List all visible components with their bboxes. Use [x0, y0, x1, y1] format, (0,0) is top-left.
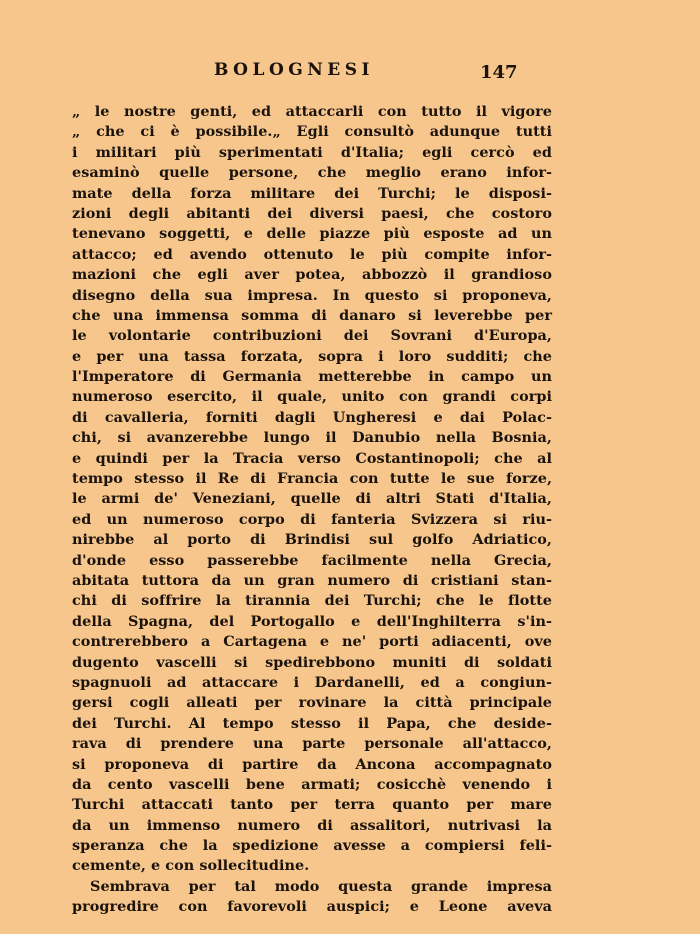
text-line: dei Turchi. Al tempo stesso il Papa, che deside- [72, 714, 552, 732]
text-line: nirebbe al porto di Brindisi sul golfo Adriatico, [72, 531, 552, 549]
text-line: le volontarie contribuzioni dei Sovrani d'Europa, [72, 327, 552, 345]
text-line: ed un numeroso corpo di fanteria Svizzera si riu- [72, 510, 552, 528]
running-head [0, 60, 700, 88]
text-line: tenevano soggetti, e delle piazze più esposte ad un [72, 225, 552, 243]
text-line: numeroso esercito, il quale, unito con grandi corpi [72, 388, 552, 406]
text-line: della Spagna, del Portogallo e dell'Inghilterra s'in- [72, 612, 552, 630]
text-line: le armi de' Veneziani, quelle di altri Stati d'Italia, [72, 490, 552, 508]
text-line: da un immenso numero di assalitori, nutrivasi la [72, 816, 552, 834]
body-text [72, 102, 552, 918]
text-line: contrerebbero a Cartagena e ne' porti adiacenti, ove [72, 633, 552, 651]
text-line: speranza che la spedizione avesse a compiersi feli- [72, 837, 552, 855]
text-line: attacco; ed avendo ottenuto le più compite infor- [72, 245, 552, 263]
text-line: Turchi attaccati tanto per terra quanto per mare [72, 796, 552, 814]
text-line: spagnuoli ad attaccare i Dardanelli, ed a congiun- [72, 673, 552, 691]
text-line: „ che ci è possibile.„ Egli consultò adunque tutti [72, 123, 552, 141]
text-line: dugento vascelli si spedirebbono muniti di soldati [72, 653, 552, 671]
text-line: progredire con favorevoli auspici; e Leone aveva [72, 898, 552, 916]
text-line: chi di soffrire la tirannia dei Turchi; che le flotte [72, 592, 552, 610]
text-line: tempo stesso il Re di Francia con tutte le sue forze, [72, 470, 552, 488]
text-line: mate della forza militare dei Turchi; le disposi- [72, 184, 552, 202]
running-title: BOLOGNESI [214, 60, 374, 80]
text-line: d'onde esso passerebbe facilmente nella Grecia, [72, 551, 552, 569]
text-line: si proponeva di partire da Ancona accompagnato [72, 755, 552, 773]
text-line: e per una tassa forzata, sopra i loro sudditi; che [72, 347, 552, 365]
text-line: di cavalleria, forniti dagli Ungheresi e dai Polac- [72, 408, 552, 426]
text-line: da cento vascelli bene armati; cosicchè venendo i [72, 775, 552, 793]
text-line: „ le nostre genti, ed attaccarli con tutto il vigore [72, 103, 552, 120]
paragraph-start-line: Sembrava per tal modo questa grande impresa [90, 877, 552, 895]
text-line: i militari più sperimentati d'Italia; egli cercò ed [72, 143, 552, 161]
text-line: rava di prendere una parte personale all'attacco, [72, 735, 552, 753]
text-line: che una immensa somma di danaro si leverebbe per [72, 306, 552, 324]
text-line: abitata tuttora da un gran numero di cristiani stan- [72, 571, 552, 589]
text-line: e quindi per la Tracia verso Costantinopoli; che al [72, 449, 552, 467]
text-line: disegno della sua impresa. In questo si proponeva, [72, 286, 552, 304]
text-line: zioni degli abitanti dei diversi paesi, che costoro [72, 204, 552, 222]
text-line: gersi cogli alleati per rovinare la città principale [72, 694, 552, 712]
page-number: 147 [480, 62, 518, 83]
paragraph-end-line: cemente, e con sollecitudine. [72, 857, 310, 875]
text-line: chi, si avanzerebbe lungo il Danubio nella Bosnia, [72, 429, 552, 447]
text-line: mazioni che egli aver potea, abbozzò il grandioso [72, 266, 552, 284]
text-line: esaminò quelle persone, che meglio erano infor- [72, 164, 552, 182]
text-line: l'Imperatore di Germania metterebbe in campo un [72, 368, 552, 386]
